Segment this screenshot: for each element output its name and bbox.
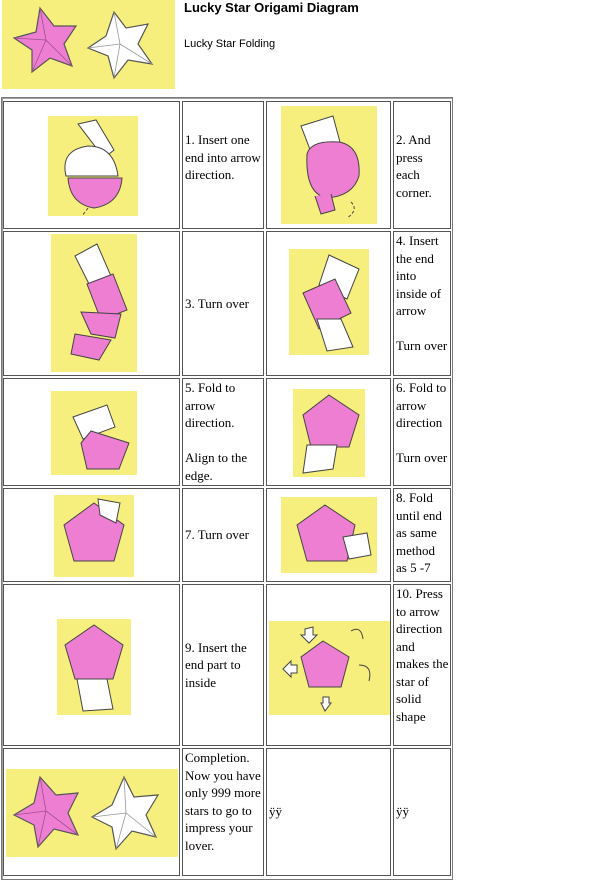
- step-2-image: [281, 106, 377, 224]
- step-2-image-cell: [266, 101, 391, 229]
- step-3-image-cell: [3, 231, 180, 376]
- step-4-text-a: 4. Insert the end into inside of arrow: [396, 233, 442, 318]
- step-5-text-b: Align to the edge.: [185, 450, 248, 483]
- completion-image-cell: [3, 748, 180, 876]
- step-6-image-cell: [266, 378, 391, 486]
- step-10-text: 10. Press to arrow direction and makes the star of solid shape: [393, 584, 451, 746]
- step-5-image-cell: [3, 378, 180, 486]
- step-4-image-cell: [266, 231, 391, 376]
- step-9-text: 9. Insert the end part to inside: [182, 584, 264, 746]
- header-star-image: [2, 0, 175, 89]
- step-7-image: [54, 495, 134, 577]
- step-4-image: [289, 249, 369, 355]
- completion-text: Completion. Now you have only 999 more stars to go to impress your lover.: [182, 748, 264, 876]
- step-5-text: [182, 378, 264, 486]
- step-6-image: [293, 389, 365, 477]
- completion-image: [6, 769, 178, 857]
- step-7-text: 7. Turn over: [182, 488, 264, 582]
- step-5-image: [51, 391, 137, 475]
- step-7-image-cell: [3, 488, 180, 582]
- step-1-text: 1. Insert one end into arrow direction.: [182, 101, 264, 229]
- step-10-image-cell: [266, 584, 391, 746]
- step-10-image: [269, 621, 390, 715]
- step-8-image-cell: [266, 488, 391, 582]
- step-8-image: [281, 497, 377, 573]
- step-4-text: [393, 231, 451, 376]
- step-2-text: 2. And press each corner.: [393, 101, 451, 229]
- step-1-image-cell: [3, 101, 180, 229]
- step-3-text: 3. Turn over: [182, 231, 264, 376]
- empty-cell-a: ÿÿ: [266, 748, 391, 876]
- step-8-text: 8. Fold until end as same method as 5 -7: [393, 488, 451, 582]
- step-6-text-b: Turn over: [396, 450, 448, 465]
- step-6-text: [393, 378, 451, 486]
- step-3-image: [51, 234, 137, 372]
- page-title: Lucky Star Origami Diagram: [184, 0, 359, 15]
- empty-cell-b: ÿÿ: [393, 748, 451, 876]
- step-5-text-a: 5. Fold to arrow direction.: [185, 380, 236, 430]
- step-6-text-a: 6. Fold to arrow direction: [396, 380, 447, 430]
- page-subtitle: Lucky Star Folding: [184, 38, 276, 50]
- step-4-text-b: Turn over: [396, 338, 448, 353]
- step-1-image: [48, 116, 138, 216]
- step-9-image-cell: [3, 584, 180, 746]
- step-9-image: [57, 619, 131, 715]
- steps-table: [1, 97, 453, 880]
